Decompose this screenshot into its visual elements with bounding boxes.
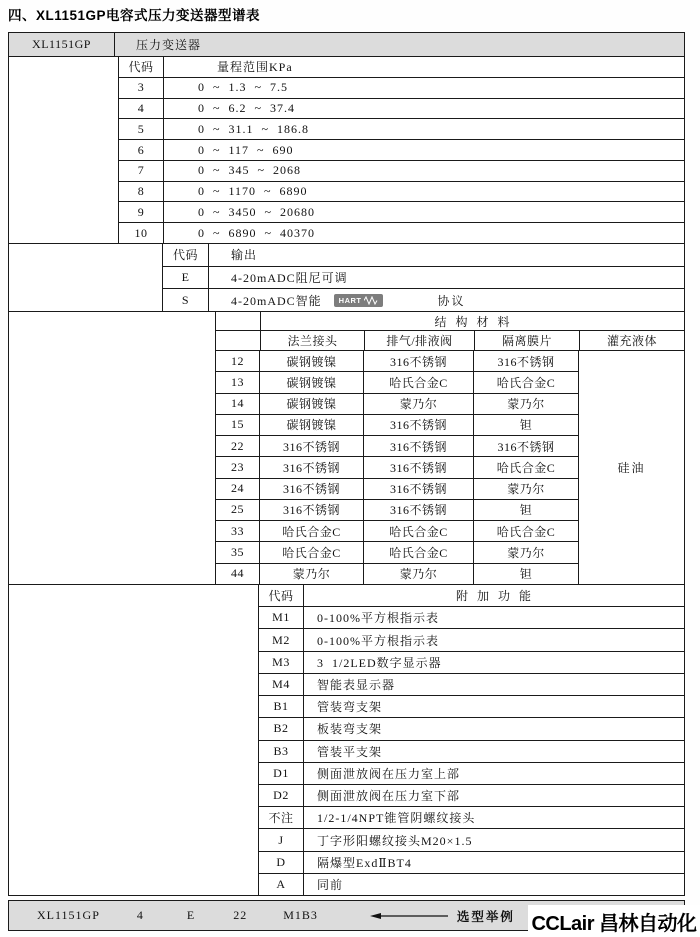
range-code: 5 bbox=[119, 119, 164, 139]
function-desc: 侧面泄放阀在压力室下部 bbox=[317, 789, 461, 804]
material-body bbox=[216, 351, 684, 584]
material-row bbox=[216, 351, 579, 372]
material-code: 44 bbox=[216, 564, 260, 584]
valve-cell: 316不锈钢 bbox=[364, 479, 474, 499]
col-header-valve: 排气/排液阀 bbox=[365, 331, 475, 350]
function-row bbox=[259, 629, 684, 651]
range-row bbox=[119, 223, 684, 243]
function-desc: 丁字形阳螺纹接头M20×1.5 bbox=[317, 833, 473, 848]
page-title: 四、XL1151GP电容式压力变送器型谱表 bbox=[8, 8, 261, 23]
example-function-code: M1B3 bbox=[283, 908, 318, 922]
function-code-header: 代码 bbox=[259, 585, 304, 606]
example-output-code: E bbox=[186, 908, 196, 922]
hart-logo-label: HART bbox=[338, 295, 362, 305]
function-desc: 同前 bbox=[317, 877, 344, 892]
output-row-s bbox=[163, 289, 684, 311]
material-code: 24 bbox=[216, 479, 260, 499]
flange-cell: 316不锈钢 bbox=[260, 479, 364, 499]
range-row bbox=[119, 140, 684, 161]
example-model: XL1151GP bbox=[37, 908, 100, 922]
output-desc bbox=[209, 289, 684, 311]
function-row bbox=[259, 874, 684, 895]
function-desc: 0-100%平方根指示表 bbox=[317, 611, 439, 626]
range-header: 量程范围KPa bbox=[217, 60, 293, 75]
material-code-spacer bbox=[216, 331, 261, 350]
flange-cell: 316不锈钢 bbox=[260, 457, 364, 477]
flange-cell: 蒙乃尔 bbox=[260, 564, 364, 584]
function-code: D1 bbox=[259, 763, 304, 784]
diaphragm-cell: 哈氏合金C bbox=[474, 372, 579, 392]
diaphragm-cell: 钽 bbox=[474, 415, 579, 435]
material-code: 35 bbox=[216, 542, 260, 562]
material-code: 33 bbox=[216, 521, 260, 541]
range-value: 0 ~ 345 ~ 2068 bbox=[198, 163, 301, 178]
material-row bbox=[216, 542, 579, 563]
range-row bbox=[119, 99, 684, 120]
valve-cell: 蒙乃尔 bbox=[364, 394, 474, 414]
diaphragm-cell: 316不锈钢 bbox=[474, 436, 579, 456]
diaphragm-cell: 钽 bbox=[474, 564, 579, 584]
range-left-spacer bbox=[9, 57, 119, 243]
output-header: 输出 bbox=[231, 248, 258, 263]
function-header: 附 加 功 能 bbox=[455, 589, 532, 604]
model-selection-table bbox=[8, 32, 685, 896]
valve-cell: 哈氏合金C bbox=[364, 521, 474, 541]
product-name-cell: 压力变送器 bbox=[136, 38, 202, 52]
diaphragm-cell: 蒙乃尔 bbox=[474, 542, 579, 562]
example-range-code: 4 bbox=[136, 908, 144, 922]
range-value: 0 ~ 1170 ~ 6890 bbox=[198, 184, 308, 199]
range-code: 7 bbox=[119, 161, 164, 181]
hart-protocol-logo bbox=[334, 294, 383, 307]
material-code: 22 bbox=[216, 436, 260, 456]
function-code: D bbox=[259, 852, 304, 873]
model-cell: XL1151GP bbox=[9, 33, 115, 56]
material-row bbox=[216, 415, 579, 436]
valve-cell: 316不锈钢 bbox=[364, 457, 474, 477]
function-desc: 0-100%平方根指示表 bbox=[317, 633, 439, 648]
range-value: 0 ~ 31.1 ~ 186.8 bbox=[198, 121, 309, 136]
function-code: B1 bbox=[259, 696, 304, 717]
function-code: J bbox=[259, 829, 304, 850]
material-left-spacer bbox=[9, 312, 216, 584]
output-desc-prefix: 4-20mADC智能 bbox=[231, 293, 322, 308]
diaphragm-cell: 蒙乃尔 bbox=[474, 479, 579, 499]
function-desc: 板装弯支架 bbox=[317, 722, 383, 737]
example-material-code: 22 bbox=[233, 908, 248, 922]
flange-cell: 碳钢镀镍 bbox=[260, 394, 364, 414]
model-header-row bbox=[9, 33, 684, 57]
material-row bbox=[216, 521, 579, 542]
material-title-row bbox=[216, 312, 684, 331]
range-code: 6 bbox=[119, 140, 164, 160]
valve-cell: 316不锈钢 bbox=[364, 436, 474, 456]
function-desc: 智能表显示器 bbox=[317, 677, 396, 692]
function-row bbox=[259, 785, 684, 807]
flange-cell: 碳钢镀镍 bbox=[260, 415, 364, 435]
function-row bbox=[259, 718, 684, 740]
output-left-spacer bbox=[9, 244, 163, 311]
output-code: S bbox=[163, 289, 209, 311]
flange-cell: 哈氏合金C bbox=[260, 542, 364, 562]
material-row bbox=[216, 500, 579, 521]
material-code: 25 bbox=[216, 500, 260, 520]
function-code: M2 bbox=[259, 629, 304, 650]
flange-cell: 316不锈钢 bbox=[260, 500, 364, 520]
watermark: CCLair 昌林自动化 bbox=[528, 905, 700, 937]
output-code: E bbox=[163, 267, 209, 289]
function-code: M1 bbox=[259, 607, 304, 628]
range-row bbox=[119, 161, 684, 182]
fill-liquid-cell: 硅油 bbox=[617, 461, 646, 475]
function-row bbox=[259, 607, 684, 629]
flange-cell: 碳钢镀镍 bbox=[260, 351, 364, 371]
diaphragm-cell: 316不锈钢 bbox=[474, 351, 579, 371]
range-value: 0 ~ 6890 ~ 40370 bbox=[198, 225, 315, 240]
flange-cell: 哈氏合金C bbox=[260, 521, 364, 541]
function-desc: 管装弯支架 bbox=[317, 700, 383, 715]
range-code: 10 bbox=[119, 223, 164, 243]
flange-cell: 碳钢镀镍 bbox=[260, 372, 364, 392]
material-code: 14 bbox=[216, 394, 260, 414]
function-code: D2 bbox=[259, 785, 304, 806]
valve-cell: 316不锈钢 bbox=[364, 415, 474, 435]
material-code: 12 bbox=[216, 351, 260, 371]
material-section bbox=[9, 312, 684, 585]
valve-cell: 316不锈钢 bbox=[364, 500, 474, 520]
function-code: A bbox=[259, 874, 304, 895]
valve-cell: 蒙乃尔 bbox=[364, 564, 474, 584]
range-header-row bbox=[119, 57, 684, 78]
flange-cell: 316不锈钢 bbox=[260, 436, 364, 456]
function-code: B3 bbox=[259, 741, 304, 762]
range-value: 0 ~ 117 ~ 690 bbox=[198, 142, 294, 157]
col-header-flange: 法兰接头 bbox=[261, 331, 365, 350]
output-header-row bbox=[163, 244, 684, 267]
diaphragm-cell: 哈氏合金C bbox=[474, 521, 579, 541]
function-desc: 管装平支架 bbox=[317, 744, 383, 759]
function-code: M3 bbox=[259, 652, 304, 673]
range-row bbox=[119, 182, 684, 203]
range-value: 0 ~ 6.2 ~ 37.4 bbox=[198, 100, 295, 115]
range-code-header: 代码 bbox=[119, 57, 164, 77]
material-code: 15 bbox=[216, 415, 260, 435]
output-row-e bbox=[163, 267, 684, 290]
function-desc: 隔爆型ExdⅡBT4 bbox=[317, 855, 412, 870]
material-columns-row bbox=[216, 331, 684, 351]
function-left-spacer bbox=[9, 585, 259, 895]
material-code-spacer bbox=[216, 312, 261, 330]
material-code: 13 bbox=[216, 372, 260, 392]
function-header-row bbox=[259, 585, 684, 607]
function-code: M4 bbox=[259, 674, 304, 695]
range-code: 3 bbox=[119, 78, 164, 98]
range-row bbox=[119, 78, 684, 99]
material-row bbox=[216, 436, 579, 457]
function-desc: 1/2-1/4NPT锥管阴螺纹接头 bbox=[317, 811, 476, 826]
left-arrow-icon bbox=[370, 912, 448, 920]
col-header-diaphragm: 隔离膜片 bbox=[475, 331, 580, 350]
material-row bbox=[216, 564, 579, 584]
valve-cell: 哈氏合金C bbox=[364, 372, 474, 392]
material-row bbox=[216, 479, 579, 500]
material-row bbox=[216, 372, 579, 393]
function-row bbox=[259, 807, 684, 829]
material-row bbox=[216, 394, 579, 415]
output-desc-suffix: 协议 bbox=[437, 293, 466, 308]
function-section bbox=[9, 585, 684, 895]
diaphragm-cell: 蒙乃尔 bbox=[474, 394, 579, 414]
output-desc: 4-20mADC阻尼可调 bbox=[231, 271, 348, 285]
function-row bbox=[259, 696, 684, 718]
range-value: 0 ~ 3450 ~ 20680 bbox=[198, 204, 315, 219]
function-code: 不注 bbox=[259, 807, 304, 828]
range-code: 8 bbox=[119, 182, 164, 202]
function-row bbox=[259, 763, 684, 785]
diaphragm-cell: 钽 bbox=[474, 500, 579, 520]
function-desc: 3 1/2LED数字显示器 bbox=[317, 655, 442, 670]
function-desc: 侧面泄放阀在压力室上部 bbox=[317, 766, 461, 781]
function-code: B2 bbox=[259, 718, 304, 739]
hart-wave-icon bbox=[364, 296, 378, 305]
material-section-header: 结 构 材 料 bbox=[434, 314, 511, 329]
range-row bbox=[119, 202, 684, 223]
function-row bbox=[259, 741, 684, 763]
valve-cell: 316不锈钢 bbox=[364, 351, 474, 371]
range-section bbox=[9, 57, 684, 244]
function-row bbox=[259, 674, 684, 696]
function-row bbox=[259, 829, 684, 851]
function-row bbox=[259, 652, 684, 674]
range-row bbox=[119, 119, 684, 140]
material-code: 23 bbox=[216, 457, 260, 477]
diaphragm-cell: 哈氏合金C bbox=[474, 457, 579, 477]
range-code: 4 bbox=[119, 99, 164, 119]
col-header-fill-liquid: 灌充液体 bbox=[606, 334, 657, 348]
output-code-header: 代码 bbox=[163, 244, 209, 266]
valve-cell: 哈氏合金C bbox=[364, 542, 474, 562]
material-row bbox=[216, 457, 579, 478]
range-value: 0 ~ 1.3 ~ 7.5 bbox=[198, 80, 288, 95]
range-code: 9 bbox=[119, 202, 164, 222]
selection-example-label: 选型举例 bbox=[456, 909, 515, 924]
output-section bbox=[9, 244, 684, 312]
function-row bbox=[259, 852, 684, 874]
